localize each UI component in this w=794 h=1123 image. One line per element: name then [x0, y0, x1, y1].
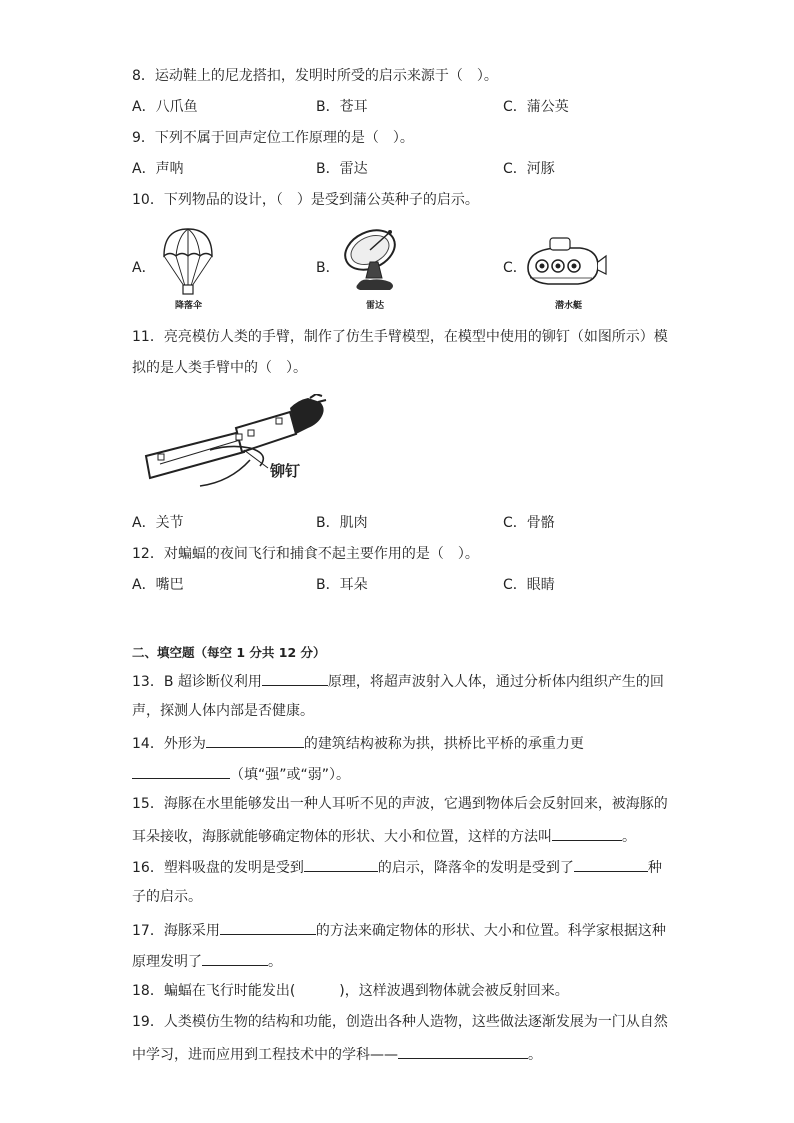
q18-text-2: )，这样波遇到物体就会被反射回来。 — [339, 983, 569, 999]
question-13-line1 — [132, 670, 664, 692]
question-8: 8．运动鞋上的尼龙搭扣，发明时所受的启示来源于（ ）。 — [132, 68, 498, 84]
q14-text-3: （填“强”或“弱”）。 — [230, 767, 351, 783]
q9-option-a[interactable]: A．声呐 — [132, 161, 184, 177]
section-2-heading: 二、填空题（每空 1 分共 12 分） — [132, 645, 326, 660]
parachute-image — [158, 226, 218, 312]
question-19-line1: 19．人类模仿生物的结构和功能，创造出各种人造物，这些做法逐渐发展为一门从自然 — [132, 1014, 668, 1030]
question-11-line2: 拟的是人类手臂中的（ ）。 — [132, 360, 307, 376]
question-17-line1 — [132, 919, 666, 941]
question-15-line1: 15．海豚在水里能够发出一种人耳听不见的声波，它遇到物体后会反射回来，被海豚的 — [132, 796, 668, 812]
question-10: 10．下列物品的设计，（ ）是受到蒲公英种子的启示。 — [132, 192, 479, 208]
q13-text-2: 原理，将超声波射入人体，通过分析体内组织产生的回 — [327, 674, 664, 690]
question-14-line2 — [132, 763, 350, 785]
q13-text-1: 13．B 超诊断仪利用 — [132, 674, 262, 690]
q17-blank-2[interactable] — [202, 950, 268, 966]
q14-text-2: 的建筑结构被称为拱，拱桥比平桥的承重力更 — [303, 736, 584, 752]
q14-blank-1[interactable] — [206, 732, 304, 748]
q17-text-2: 的方法来确定物体的形状、大小和位置。科学家根据这种 — [315, 923, 666, 939]
question-12: 12．对蝙蝠的夜间飞行和捕食不起主要作用的是（ ）。 — [132, 546, 479, 562]
q10-option-b[interactable]: B． — [316, 260, 340, 276]
q19-blank-1[interactable] — [398, 1043, 528, 1059]
question-14-line1 — [132, 732, 584, 754]
question-19-line2 — [132, 1043, 542, 1065]
question-15-line2 — [132, 825, 636, 847]
radar-image — [340, 226, 410, 312]
q9-option-b[interactable]: B．雷达 — [316, 161, 368, 177]
robot-arm-icon — [140, 394, 340, 494]
question-16-line2: 子的启示。 — [132, 889, 202, 905]
q15-text-2: 耳朵接收，海豚就能够确定物体的形状、大小和位置，这样的方法叫 — [132, 829, 552, 845]
question-18 — [132, 981, 569, 1001]
radar-icon — [340, 226, 410, 296]
q17-blank-1[interactable] — [220, 919, 316, 935]
parachute-icon — [158, 226, 218, 298]
caption-parachute: 降落伞 — [175, 301, 203, 311]
q9-option-c[interactable]: C．河豚 — [503, 161, 555, 177]
q12-option-b[interactable]: B．耳朵 — [316, 577, 368, 593]
q15-end: 。 — [622, 829, 636, 845]
q8-option-c[interactable]: C．蒲公英 — [503, 99, 569, 115]
q12-option-a[interactable]: A．嘴巴 — [132, 577, 184, 593]
figure-label-rivet: 铆钉 — [270, 462, 301, 480]
q16-blank-2[interactable] — [574, 856, 648, 872]
submarine-icon — [522, 234, 608, 294]
q19-end: 。 — [528, 1047, 542, 1063]
question-13-line2: 声，探测人体内部是否健康。 — [132, 703, 314, 719]
q17-text-3: 原理发明了 — [132, 954, 202, 970]
question-17-line2 — [132, 950, 282, 972]
q8-option-a[interactable]: A．八爪鱼 — [132, 99, 198, 115]
q8-option-b[interactable]: B．苍耳 — [316, 99, 368, 115]
q16-blank-1[interactable] — [304, 856, 378, 872]
q17-text-1: 17．海豚采用 — [132, 923, 220, 939]
q16-text-1: 16．塑料吸盘的发明是受到 — [132, 860, 304, 876]
q11-option-a[interactable]: A．关节 — [132, 515, 184, 531]
caption-radar: 雷达 — [366, 301, 385, 311]
q15-blank-1[interactable] — [552, 825, 622, 841]
q19-text-2: 中学习，进而应用到工程技术中的学科—— — [132, 1047, 398, 1063]
q10-option-a[interactable]: A． — [132, 260, 156, 276]
q13-blank-1[interactable] — [262, 670, 328, 686]
q14-text-1: 14．外形为 — [132, 736, 206, 752]
question-16-line1 — [132, 856, 662, 878]
q17-end: 。 — [268, 954, 282, 970]
question-9: 9．下列不属于回声定位工作原理的是（ ）。 — [132, 130, 414, 146]
submarine-image — [522, 234, 608, 312]
robot-arm-figure — [140, 394, 340, 494]
q12-option-c[interactable]: C．眼睛 — [503, 577, 555, 593]
q10-option-c[interactable]: C． — [503, 260, 527, 276]
q11-option-b[interactable]: B．肌肉 — [316, 515, 368, 531]
q14-blank-2[interactable] — [132, 763, 230, 779]
question-11-line1: 11．亮亮模仿人类的手臂，制作了仿生手臂模型，在模型中使用的铆钉（如图所示）模 — [132, 329, 668, 345]
q11-option-c[interactable]: C．骨骼 — [503, 515, 555, 531]
q18-text-1: 18．蝙蝠在飞行时能发出( — [132, 983, 296, 999]
q16-text-2: 的启示，降落伞的发明是受到了 — [377, 860, 574, 876]
caption-submarine: 潜水艇 — [555, 301, 583, 311]
q16-text-3: 种 — [647, 860, 662, 876]
